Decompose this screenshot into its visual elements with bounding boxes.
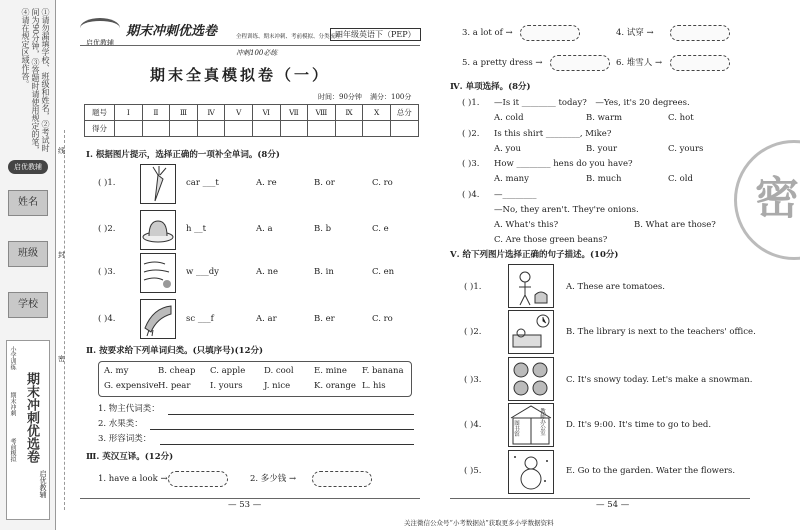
- binding-mark-line: 线: [58, 147, 65, 155]
- section5-title: Ⅴ. 给下列图片选择正确的句子描述。(10分): [450, 250, 619, 260]
- word-option: E. mine: [314, 366, 347, 376]
- option-a[interactable]: A. cold: [494, 113, 524, 123]
- class-field[interactable]: 班级: [8, 241, 48, 267]
- option-b[interactable]: B. your: [586, 144, 618, 154]
- footer-notice: 关注微信公众号“小考数据站”获取更多小学数据资料: [404, 519, 554, 527]
- score-cell[interactable]: [142, 121, 170, 137]
- score-cell[interactable]: [280, 121, 308, 137]
- option-b[interactable]: B. warm: [586, 113, 623, 123]
- option-a[interactable]: A. re: [256, 178, 277, 188]
- option-b[interactable]: B. or: [314, 178, 335, 188]
- binding-mark-seal: 封: [58, 251, 65, 259]
- translate-item: 2. 多少钱 →: [250, 474, 297, 484]
- scarf-image: [140, 299, 176, 339]
- translate-item: 5. a pretty dress →: [462, 58, 543, 68]
- question-number: ( )3.: [462, 159, 480, 169]
- answer-line[interactable]: [160, 444, 414, 445]
- score-cell[interactable]: [390, 121, 418, 137]
- table-cell: 题号: [85, 105, 115, 121]
- question-number: ( )2.: [98, 224, 116, 234]
- answer-box[interactable]: [670, 55, 730, 71]
- option-c[interactable]: C. yours: [668, 144, 704, 154]
- table-cell: Ⅱ: [142, 105, 170, 121]
- word-option: F. banana: [362, 366, 404, 376]
- score-cell[interactable]: [170, 121, 198, 137]
- section3-title: Ⅲ. 英汉互译。(12分): [86, 452, 174, 462]
- table-cell: Ⅶ: [280, 105, 308, 121]
- word-option: G. expensive: [104, 381, 159, 391]
- word-option: B. cheap: [158, 366, 196, 376]
- question-number: ( )1.: [464, 282, 482, 292]
- section2-title: Ⅱ. 按要求给下列单词归类。(只填序号)(12分): [86, 346, 263, 356]
- section1-title: Ⅰ. 根据图片提示，选择正确的一项补全单词。(8分): [86, 150, 280, 160]
- answer-box[interactable]: [550, 55, 610, 71]
- option-c[interactable]: C. ro: [372, 314, 393, 324]
- option-c[interactable]: C. Are those green beans?: [494, 235, 608, 245]
- option-c[interactable]: C. e: [372, 224, 389, 234]
- option-a[interactable]: A. many: [494, 174, 529, 184]
- header-rule: [80, 45, 420, 46]
- answer-line[interactable]: [150, 429, 414, 430]
- table-cell: Ⅳ: [197, 105, 225, 121]
- exam-score: 满分：100分: [370, 93, 412, 101]
- score-cell[interactable]: [115, 121, 143, 137]
- windy-image: [140, 253, 176, 293]
- option-a[interactable]: A. a: [256, 224, 273, 234]
- binding-dashed-line: [64, 130, 65, 510]
- word-option: H. pear: [158, 381, 191, 391]
- translate-item: 3. a lot of →: [462, 28, 513, 38]
- library-label: 图书馆: [513, 420, 519, 437]
- word-option: D. cool: [264, 366, 294, 376]
- option-b[interactable]: B. b: [314, 224, 332, 234]
- school-field[interactable]: 学校: [8, 292, 48, 318]
- table-cell: Ⅵ: [252, 105, 280, 121]
- table-cell: 总分: [390, 105, 418, 121]
- word-option: C. apple: [210, 366, 246, 376]
- score-cell[interactable]: [363, 121, 391, 137]
- header-tagline: 全程训练、期末冲刺、考前模拟、分类梳理: [236, 34, 341, 40]
- score-table-row: [85, 121, 419, 137]
- answer-box[interactable]: [670, 25, 730, 41]
- strip-notice: ①请勿漏填学校、班级和姓名，②考试时间为90分钟，③答题时请使用规定的笔，④请在规定区域作答。: [21, 8, 50, 155]
- score-cell[interactable]: [197, 121, 225, 137]
- question-word: w ___dy: [186, 267, 219, 277]
- option-b[interactable]: B. in: [314, 267, 334, 277]
- score-cell[interactable]: [308, 121, 336, 137]
- question-word: h __t: [186, 224, 207, 234]
- page-number-left: — 53 —: [228, 500, 262, 510]
- score-cell[interactable]: [335, 121, 363, 137]
- question-number: ( )3.: [464, 375, 482, 385]
- answer-box[interactable]: [168, 471, 228, 487]
- header-motto: 冲刺100必练: [236, 49, 278, 57]
- binding-mark-secret: 密: [58, 355, 65, 363]
- table-cell: 得分: [85, 121, 115, 137]
- table-cell: Ⅹ: [363, 105, 391, 121]
- page-number-right: — 54 —: [596, 500, 630, 510]
- option-b[interactable]: B. er: [314, 314, 335, 324]
- grade-badge: 四年级英语下（PEP）: [330, 28, 421, 41]
- translate-item: 4. 试穿 →: [616, 28, 654, 38]
- option-c[interactable]: C. hot: [668, 113, 694, 123]
- garden-image: [508, 264, 554, 308]
- word-option: I. yours: [210, 381, 243, 391]
- option-b[interactable]: B. much: [586, 174, 622, 184]
- strip-tag-2: 期末冲刺: [9, 392, 16, 416]
- strip-tag-1: 小学训练: [9, 346, 16, 370]
- header-series-name: 期末冲刺优选卷: [126, 24, 218, 39]
- hat-image: [140, 210, 176, 250]
- score-table-row: [85, 105, 419, 121]
- score-cell[interactable]: [225, 121, 253, 137]
- option-a[interactable]: A. What's this?: [494, 220, 559, 230]
- option-c[interactable]: C. old: [668, 174, 693, 184]
- page-title: 期末全真模拟卷（一）: [150, 66, 331, 84]
- table-cell: Ⅷ: [308, 105, 336, 121]
- word-option: J. nice: [264, 381, 291, 391]
- name-field[interactable]: 姓名: [8, 190, 48, 216]
- option-c[interactable]: C. en: [372, 267, 395, 277]
- answer-sentence[interactable]: D. It's 9:00. It's time to go to bed.: [566, 420, 712, 430]
- question-word: sc ___f: [186, 314, 214, 324]
- strip-series-name: 期末冲刺优选卷: [24, 372, 39, 463]
- header-logo: [80, 18, 120, 38]
- option-a[interactable]: A. ar: [256, 314, 277, 324]
- word-option: K. orange: [314, 381, 356, 391]
- translate-item: 1. have a look →: [98, 474, 168, 484]
- question-number: ( )4.: [98, 314, 116, 324]
- option-c[interactable]: C. ro: [372, 178, 393, 188]
- option-a[interactable]: A. ne: [256, 267, 279, 277]
- table-cell: Ⅴ: [225, 105, 253, 121]
- classify-label: 2. 水果类：: [98, 419, 143, 429]
- question-word: car ___t: [186, 178, 219, 188]
- header-publisher: 启优教辅: [86, 39, 114, 47]
- question-text: —No, they aren't. They're onions.: [494, 205, 639, 215]
- strip-publisher: 启优教辅: [39, 470, 47, 498]
- classify-label: 1. 物主代词类：: [98, 404, 160, 414]
- option-b[interactable]: B. What are those?: [634, 220, 716, 230]
- classify-label: 3. 形容词类：: [98, 434, 152, 444]
- translate-item: 6. 堆雪人 →: [616, 58, 663, 68]
- table-cell: Ⅸ: [335, 105, 363, 121]
- office-label: 教师办公室: [539, 408, 545, 436]
- question-number: ( )2.: [464, 327, 482, 337]
- question-text: —________: [494, 190, 537, 200]
- table-cell: Ⅲ: [170, 105, 198, 121]
- section4-title: Ⅳ. 单项选择。(8分): [450, 82, 531, 92]
- answer-line[interactable]: [168, 414, 414, 415]
- binding-strip: [0, 0, 56, 530]
- footer-rule-left: [80, 498, 420, 499]
- seal-stamp: 密: [734, 140, 800, 260]
- question-text: —Is it ________ today? —Yes, it's 20 degrees.: [494, 98, 690, 108]
- table-cell: Ⅰ: [115, 105, 143, 121]
- question-text: Is this shirt ________, Mike?: [494, 129, 612, 139]
- word-option: A. my: [104, 366, 129, 376]
- question-number: ( )1.: [462, 98, 480, 108]
- question-number: ( )4.: [464, 420, 482, 430]
- tomatoes-image: [508, 357, 554, 401]
- word-option: L. his: [362, 381, 386, 391]
- answer-sentence[interactable]: C. It's snowy today. Let's make a snowman.: [566, 375, 753, 385]
- strip-tag-3: 考前模拟: [9, 438, 16, 462]
- carrot-image: [140, 164, 176, 204]
- score-cell[interactable]: [252, 121, 280, 137]
- score-table: [84, 104, 419, 137]
- answer-box[interactable]: [520, 25, 580, 41]
- strip-logo-badge: 启优教辅: [8, 160, 48, 174]
- answer-sentence[interactable]: A. These are tomatoes.: [566, 282, 665, 292]
- question-number: ( )1.: [98, 178, 116, 188]
- bedroom-image: [508, 310, 554, 354]
- question-number: ( )5.: [464, 466, 482, 476]
- footer-rule-right: [450, 498, 750, 499]
- question-text: How ________ hens do you have?: [494, 159, 633, 169]
- answer-box[interactable]: [312, 471, 372, 487]
- question-number: ( )2.: [462, 129, 480, 139]
- exam-time: 时间：90分钟: [318, 93, 362, 101]
- question-number: ( )3.: [98, 267, 116, 277]
- answer-sentence[interactable]: E. Go to the garden. Water the flowers.: [566, 466, 736, 476]
- option-a[interactable]: A. you: [494, 144, 521, 154]
- question-number: ( )4.: [462, 190, 480, 200]
- snowman-image: [508, 450, 554, 494]
- answer-sentence[interactable]: B. The library is next to the teachers' office.: [566, 327, 756, 337]
